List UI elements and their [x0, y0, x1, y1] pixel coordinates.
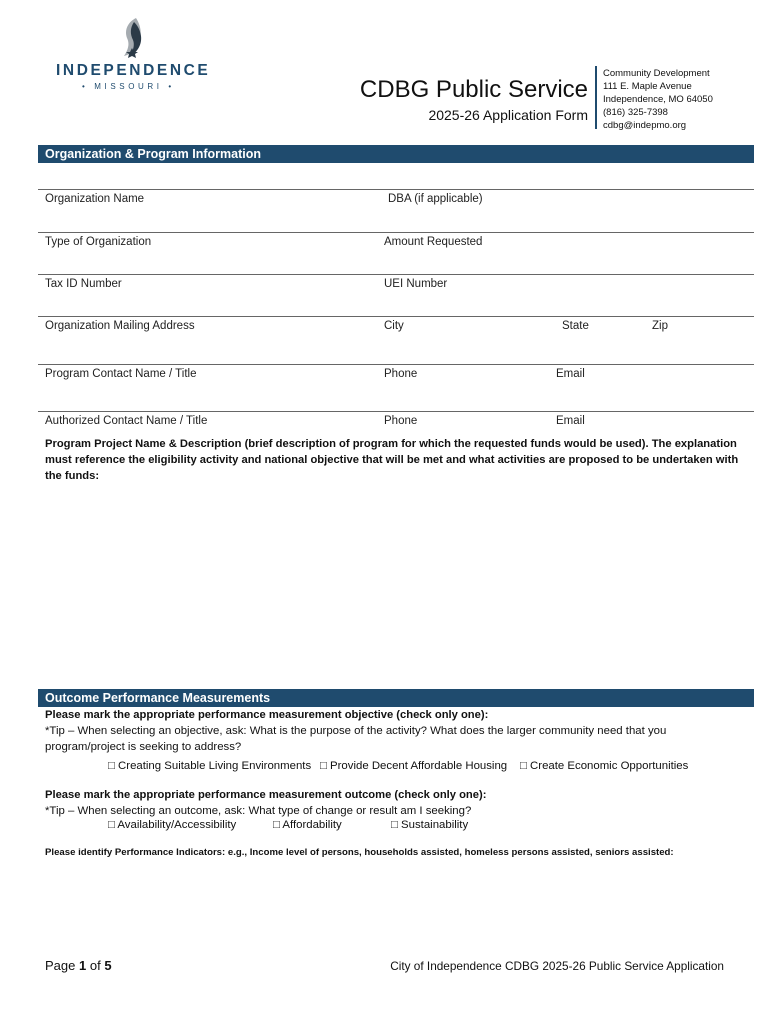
- header-divider: [595, 66, 597, 129]
- field-city[interactable]: City: [384, 320, 404, 332]
- form-divider: [38, 232, 754, 233]
- form-divider: [38, 189, 754, 190]
- indicators-prompt: Please identify Performance Indicators: e.g., Income level of persons, households assisted, homeless persons assisted, seniors assisted:: [45, 847, 674, 858]
- form-subtitle: 2025-26 Application Form: [428, 107, 588, 123]
- field-amount-requested[interactable]: Amount Requested: [384, 236, 483, 248]
- objective-prompt: Please mark the appropriate performance measurement objective (check only one):: [45, 709, 489, 721]
- contact-address2: Independence, MO 64050: [603, 94, 713, 105]
- field-program-email[interactable]: Email: [556, 368, 585, 380]
- city-logo-icon: [118, 16, 154, 60]
- field-zip[interactable]: Zip: [652, 320, 668, 332]
- logo-subtitle: • MISSOURI •: [82, 82, 175, 91]
- outcome-tip: *Tip – When selecting an outcome, ask: What type of change or result am I seeking?: [45, 805, 472, 817]
- contact-dept: Community Development: [603, 68, 710, 79]
- indicators-area[interactable]: [45, 866, 745, 946]
- contact-block: [603, 67, 713, 132]
- page-total: 5: [104, 958, 112, 973]
- contact-email[interactable]: cdbg@indepmo.org: [603, 120, 687, 131]
- checkbox-affordable-housing[interactable]: □ Provide Decent Affordable Housing: [320, 760, 508, 772]
- footer-title: City of Independence CDBG 2025-26 Public Service Application: [390, 959, 724, 973]
- field-program-contact[interactable]: Program Contact Name / Title: [45, 368, 197, 380]
- field-state[interactable]: State: [562, 320, 589, 332]
- form-divider: [38, 274, 754, 275]
- field-authorized-phone[interactable]: Phone: [384, 415, 418, 427]
- form-divider: [38, 364, 754, 365]
- outcome-prompt: Please mark the appropriate performance measurement outcome (check only one):: [45, 789, 487, 801]
- form-title: CDBG Public Service: [359, 76, 588, 103]
- program-description-area[interactable]: [45, 486, 745, 676]
- form-divider: [38, 316, 754, 317]
- checkbox-economic-opportunities[interactable]: □ Create Economic Opportunities: [520, 760, 689, 772]
- field-mailing-address[interactable]: Organization Mailing Address: [45, 320, 195, 332]
- field-uei[interactable]: UEI Number: [384, 278, 448, 290]
- field-authorized-contact[interactable]: Authorized Contact Name / Title: [45, 415, 208, 427]
- section-header-organization: Organization & Program Information: [38, 145, 754, 163]
- section-header-outcome: Outcome Performance Measurements: [38, 689, 754, 707]
- page-current: 1: [79, 958, 87, 973]
- checkbox-sustainability[interactable]: □ Sustainability: [391, 819, 469, 831]
- page-of-label: of: [89, 958, 101, 973]
- form-divider: [38, 411, 754, 412]
- objective-tip: *Tip – When selecting an objective, ask: What is the purpose of the activity? What does the larger community need that you program/project is seeking to address?: [45, 725, 667, 753]
- checkbox-affordability[interactable]: □ Affordability: [273, 819, 342, 831]
- field-dba[interactable]: DBA (if applicable): [388, 193, 483, 205]
- contact-phone: (816) 325-7398: [603, 107, 668, 118]
- field-tax-id[interactable]: Tax ID Number: [45, 278, 122, 290]
- checkbox-suitable-living[interactable]: □ Creating Suitable Living Environments: [108, 760, 312, 772]
- logo-wordmark: INDEPENDENCE: [56, 62, 211, 79]
- field-org-name[interactable]: Organization Name: [45, 193, 145, 205]
- checkbox-availability[interactable]: □ Availability/Accessibility: [108, 819, 237, 831]
- contact-address1: 111 E. Maple Avenue: [603, 81, 692, 92]
- field-authorized-email[interactable]: Email: [556, 415, 585, 427]
- program-description-prompt: Program Project Name & Description (brief description of program for which the requested funds would be used). The explanation must reference the eligibility activity and national objective that will be met and what activities are proposed to be undertaken with the funds:: [45, 438, 739, 482]
- page-label: Page: [45, 958, 76, 973]
- field-org-type[interactable]: Type of Organization: [45, 236, 152, 248]
- field-program-phone[interactable]: Phone: [384, 368, 418, 380]
- page-number: [45, 958, 112, 973]
- logo-sub-text: MISSOURI: [94, 82, 163, 91]
